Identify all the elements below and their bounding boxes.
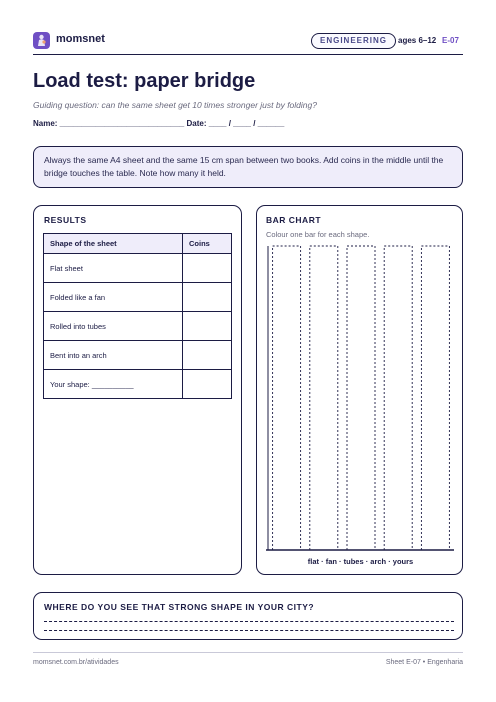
results-heading: RESULTS [44, 215, 87, 225]
footer-divider [33, 652, 463, 653]
instructions-text: Always the same A4 sheet and the same 15 cm span between two books. Add coins in the middle until the bridge touches the table. Note how many it held. [44, 155, 444, 178]
city-question-card [33, 592, 463, 640]
row-shape: Rolled into tubes [44, 312, 183, 341]
coins-cell[interactable] [183, 254, 232, 283]
subject-badge: ENGINEERING [311, 33, 396, 49]
bar-chart-area [257, 206, 464, 576]
brand-name: momsnet [56, 33, 105, 45]
guiding-question: Guiding question: can the same sheet get 10 times stronger just by folding? [33, 100, 317, 110]
page-header [33, 32, 463, 54]
row-shape: Bent into an arch [44, 341, 183, 370]
table-row [44, 312, 232, 341]
footer-url: momsnet.com.br/atividades [33, 659, 119, 666]
table-row [44, 254, 232, 283]
row-shape: Folded like a fan [44, 283, 183, 312]
city-question-heading: WHERE DO YOU SEE THAT STRONG SHAPE IN YOUR CITY? [44, 602, 315, 612]
row-shape: Your shape: __________ [44, 370, 183, 399]
coins-cell[interactable] [183, 341, 232, 370]
results-table [43, 233, 232, 399]
bar-chart-caption: flat · fan · tubes · arch · yours [307, 557, 414, 566]
row-shape: Flat sheet [44, 254, 183, 283]
footer-sheet-label: Sheet E-07 • Engenharia [385, 659, 463, 666]
results-card [33, 205, 242, 575]
bar-chart-card [256, 205, 463, 575]
bar-chart-note: Colour one bar for each shape. [266, 230, 370, 239]
table-row [44, 370, 232, 399]
column-header-coins: Coins [183, 234, 232, 254]
table-row [44, 341, 232, 370]
bar-column[interactable] [347, 246, 375, 550]
bar-column[interactable] [310, 246, 338, 550]
column-header-shape: Shape of the sheet [44, 234, 183, 254]
answer-line[interactable] [44, 630, 454, 631]
logo-icon [33, 32, 50, 49]
coins-cell[interactable] [183, 312, 232, 341]
header-divider [33, 54, 463, 55]
name-date-field[interactable]: Name: ____________________________ Date: ____ / ____ / ______ [33, 119, 285, 128]
answer-line[interactable] [44, 621, 454, 622]
bar-column[interactable] [384, 246, 412, 550]
bar-column[interactable] [273, 246, 301, 550]
table-header-row [44, 234, 232, 254]
age-range: ages 6–12 [398, 36, 437, 45]
coins-cell[interactable] [183, 283, 232, 312]
coins-cell[interactable] [183, 370, 232, 399]
bar-chart-heading: BAR CHART [266, 215, 322, 225]
page-title: Load test: paper bridge [33, 70, 256, 92]
bar-column[interactable] [421, 246, 449, 550]
table-row [44, 283, 232, 312]
sheet-code: E-07 [442, 36, 459, 45]
instructions-box [33, 146, 463, 188]
